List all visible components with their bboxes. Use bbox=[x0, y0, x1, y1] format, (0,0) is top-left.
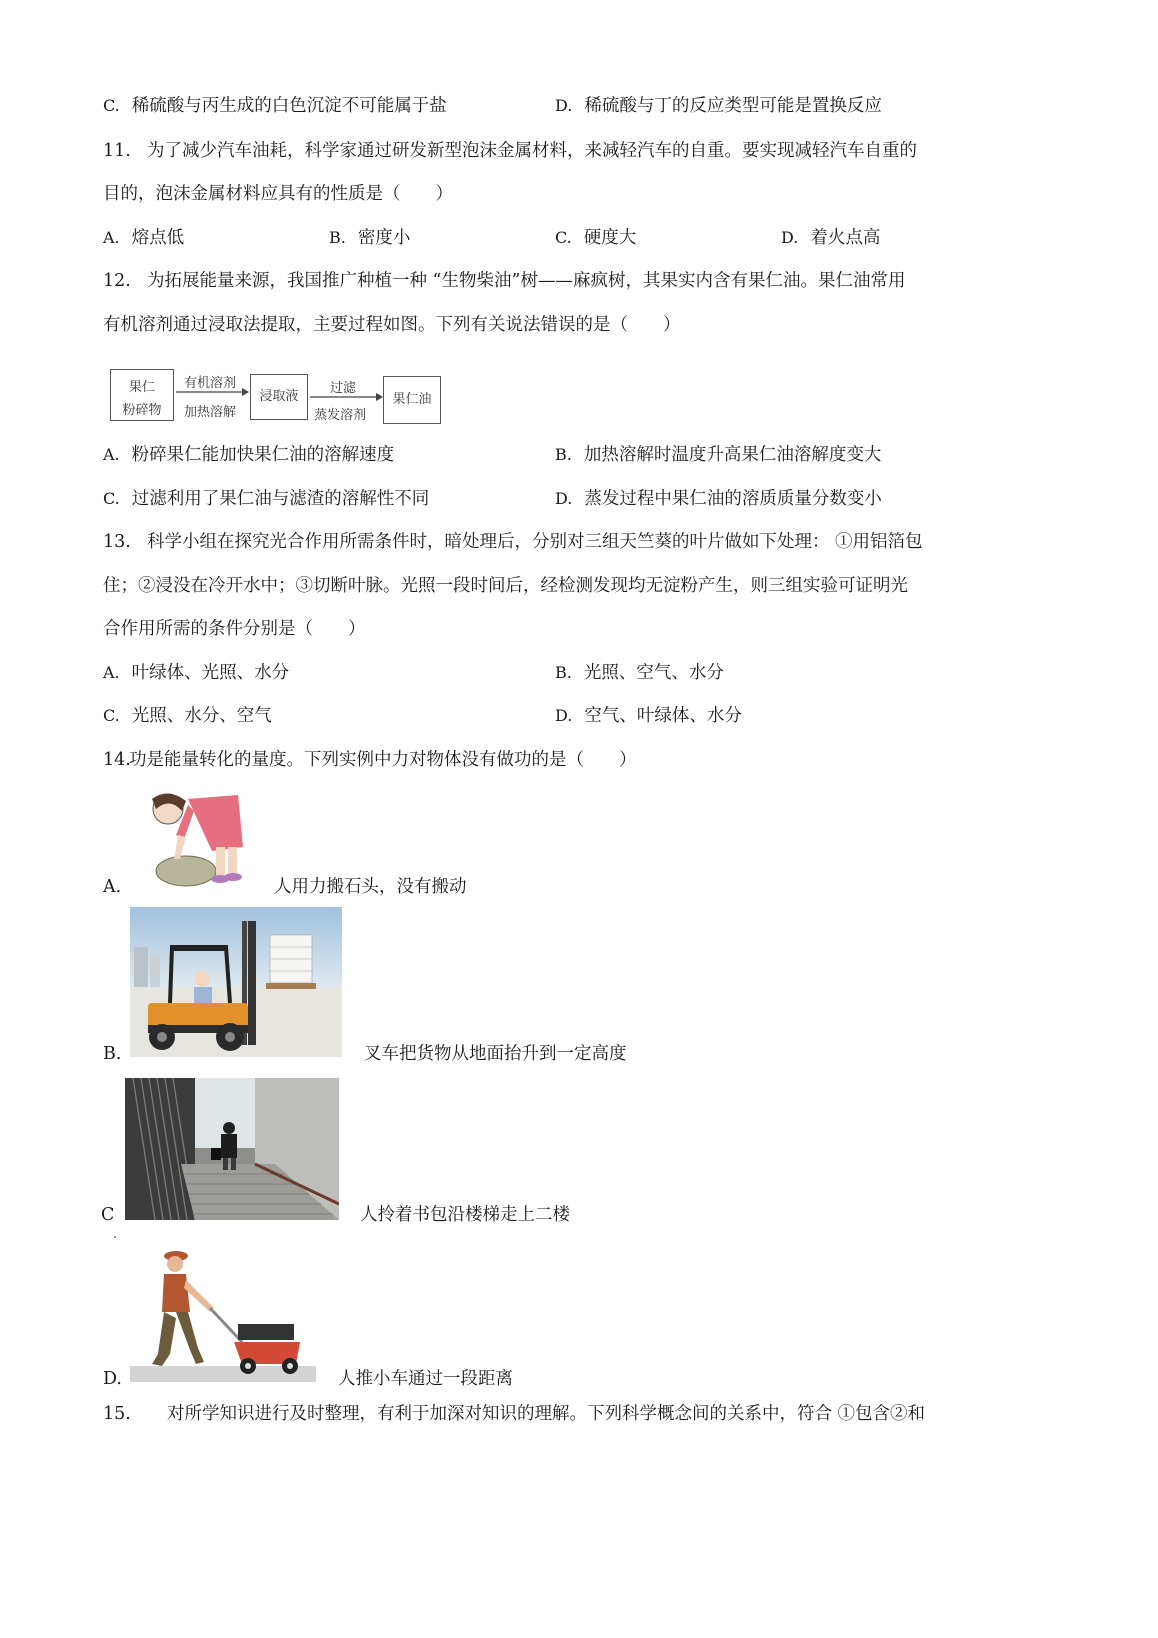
flow-arrow bbox=[174, 386, 250, 398]
question-text: 为了减少汽车油耗，科学家通过研发新型泡沫金属材料，来减轻汽车的自重。要实现减轻汽车自重的 bbox=[147, 141, 917, 161]
question-text: 功是能量转化的量度。下列实例中力对物体没有做功的是（ ） bbox=[129, 750, 637, 770]
q14-option-c-text: 人拎着书包沿楼梯走上二楼 bbox=[360, 1205, 570, 1225]
q14-option-b-text: 叉车把货物从地面抬升到一定高度 bbox=[364, 1044, 627, 1064]
question-number: 15. bbox=[103, 1404, 131, 1424]
flow-arrow-label: 加热溶解 bbox=[184, 405, 237, 420]
illustration-person-lifting-stone bbox=[130, 787, 252, 889]
q14-option-d-label: D. bbox=[103, 1369, 122, 1389]
option-label: B. bbox=[555, 663, 572, 682]
question-text: 科学小组在探究光合作用所需条件时，暗处理后，分别对三组天竺葵的叶片做如下处理： ①用铝箔包 bbox=[147, 532, 923, 552]
q13-option-c bbox=[103, 704, 272, 728]
option-text: 稀硫酸与丙生成的白色沉淀不可能属于盐 bbox=[131, 96, 447, 116]
q14-stem-line1 bbox=[103, 748, 637, 772]
option-label: D. bbox=[781, 228, 799, 247]
question-number: 12. bbox=[103, 271, 131, 291]
flow-box-text: 果仁 bbox=[128, 380, 155, 395]
q11-option-c bbox=[555, 226, 636, 250]
q11-option-b bbox=[329, 226, 410, 250]
option-text: 熔点低 bbox=[131, 228, 185, 248]
question-text: 为拓展能量来源，我国推广种植一种 “生物柴油”树——麻疯树，其果实内含有果仁油。果仁油常用 bbox=[147, 271, 906, 291]
option-text: 粉碎果仁能加快果仁油的溶解速度 bbox=[131, 445, 395, 465]
q14-option-a-text: 人用力搬石头，没有搬动 bbox=[274, 877, 467, 897]
q12-option-d bbox=[555, 487, 882, 511]
option-label: C. bbox=[555, 228, 572, 247]
illustration-pushing-cart bbox=[130, 1246, 316, 1386]
q12-stem-line1 bbox=[103, 269, 905, 293]
flow-box-kernel bbox=[110, 369, 174, 421]
flow-arrow-label: 蒸发溶剂 bbox=[314, 408, 367, 423]
q15-stem-line1 bbox=[103, 1402, 925, 1426]
q14-option-a-label: A. bbox=[103, 877, 122, 897]
q11-option-a bbox=[103, 226, 184, 250]
illustration-forklift bbox=[130, 907, 342, 1057]
q12-option-a bbox=[103, 443, 394, 467]
q11-stem-line1 bbox=[103, 139, 917, 163]
q13-option-b bbox=[555, 661, 724, 685]
q10-option-c bbox=[103, 94, 447, 118]
q14-option-c-label: C bbox=[101, 1205, 115, 1225]
option-label: D. bbox=[555, 706, 573, 725]
flow-arrow bbox=[308, 391, 384, 403]
option-label: A. bbox=[103, 663, 120, 682]
option-label: D. bbox=[555, 489, 573, 508]
q14-option-d-text: 人推小车通过一段距离 bbox=[338, 1369, 513, 1389]
option-text: 密度小 bbox=[357, 228, 411, 248]
q13-stem-line3: 合作用所需的条件分别是（ ） bbox=[103, 619, 366, 639]
option-text: 稀硫酸与丁的反应类型可能是置换反应 bbox=[584, 96, 882, 116]
q12-option-b bbox=[555, 443, 881, 467]
flow-arrow-label: 有机溶剂 bbox=[184, 376, 237, 391]
q11-stem-line2: 目的，泡沫金属材料应具有的性质是（ ） bbox=[103, 184, 453, 204]
option-text: 过滤利用了果仁油与滤渣的溶解性不同 bbox=[131, 489, 430, 509]
q12-option-c bbox=[103, 487, 429, 511]
q14-option-c-dot: . bbox=[113, 1227, 117, 1241]
option-label: C. bbox=[103, 96, 120, 115]
question-number: 14. bbox=[103, 750, 131, 770]
option-text: 光照、空气、水分 bbox=[583, 663, 724, 683]
option-label: D. bbox=[555, 96, 573, 115]
q13-option-d bbox=[555, 704, 742, 728]
flow-box-text: 粉碎物 bbox=[122, 403, 162, 418]
option-label: A. bbox=[103, 445, 120, 464]
question-number: 13. bbox=[103, 532, 131, 552]
q13-stem-line1 bbox=[103, 530, 923, 554]
q14-option-b-label: B. bbox=[103, 1044, 122, 1064]
q13-option-a bbox=[103, 661, 289, 685]
option-label: C. bbox=[103, 489, 120, 508]
flow-arrow-label: 过滤 bbox=[330, 381, 357, 396]
option-label: C. bbox=[103, 706, 120, 725]
flow-box-extract: 浸取液 bbox=[250, 374, 308, 420]
q12-stem-line2: 有机溶剂通过浸取法提取，主要过程如图。下列有关说法错误的是（ ） bbox=[103, 315, 681, 335]
option-text: 光照、水分、空气 bbox=[131, 706, 272, 726]
question-number: 11. bbox=[103, 141, 131, 161]
option-text: 空气、叶绿体、水分 bbox=[584, 706, 742, 726]
option-text: 叶绿体、光照、水分 bbox=[131, 663, 290, 683]
option-text: 硬度大 bbox=[583, 228, 637, 248]
question-text: 对所学知识进行及时整理，有利于加深对知识的理解。下列科学概念间的关系中，符合 ①包含②和 bbox=[167, 1404, 926, 1424]
q13-stem-line2: 住；②浸没在冷开水中；③切断叶脉。光照一段时间后，经检测发现均无淀粉产生，则三组实验可证明光 bbox=[103, 576, 908, 596]
option-label: A. bbox=[103, 228, 120, 247]
option-label: B. bbox=[555, 445, 572, 464]
option-label: B. bbox=[329, 228, 346, 247]
option-text: 着火点高 bbox=[810, 228, 881, 248]
q11-option-d bbox=[781, 226, 880, 250]
illustration-stairs bbox=[125, 1078, 339, 1220]
flow-box-oil: 果仁油 bbox=[383, 376, 441, 424]
option-text: 加热溶解时温度升高果仁油溶解度变大 bbox=[583, 445, 882, 465]
option-text: 蒸发过程中果仁油的溶质质量分数变小 bbox=[584, 489, 882, 509]
q10-option-d bbox=[555, 94, 882, 118]
